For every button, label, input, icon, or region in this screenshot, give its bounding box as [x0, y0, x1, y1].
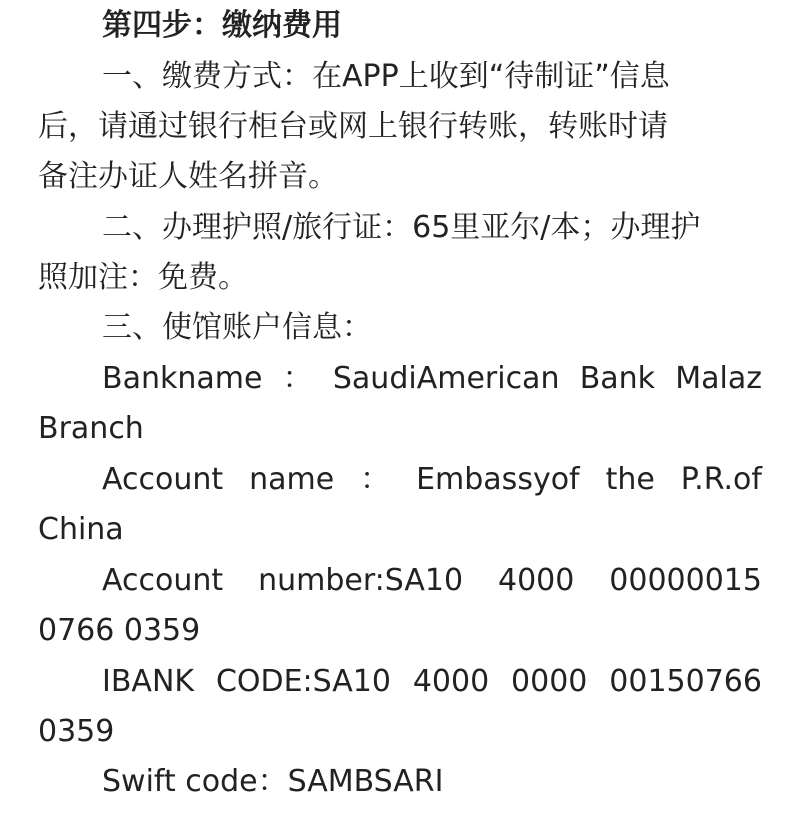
account-name-word: the — [605, 462, 655, 497]
bank-name-continuation: Branch — [38, 411, 144, 446]
bank-name-word: Malaz — [675, 361, 762, 396]
account-number-word: 00000015 — [609, 563, 762, 598]
bank-name-line — [102, 359, 762, 399]
payment-method-line-3: 备注办证人姓名拼音。 — [38, 159, 338, 194]
account-number-continuation: 0766 0359 — [38, 613, 201, 648]
step-title: 第四步：缴纳费用 — [102, 8, 342, 43]
payment-method-line-1: 一、缴费方式：在APP上收到“待制证”信息 — [102, 59, 670, 94]
account-name-word: name — [249, 462, 335, 497]
bank-name-word: Bank — [579, 361, 656, 396]
bank-name-colon: ： — [282, 361, 313, 396]
iban-line — [102, 662, 762, 702]
account-name-word: P.R.of — [680, 462, 762, 497]
iban-word: 4000 — [412, 664, 490, 699]
account-number-word: Account — [102, 563, 224, 598]
bank-name-word: Bankname — [102, 361, 263, 396]
account-name-word: Embassyof — [416, 462, 580, 497]
fee-line-2: 照加注：免费。 — [38, 260, 248, 295]
swift-code-line: Swift code：SAMBSARI — [102, 764, 444, 799]
account-name-continuation: China — [38, 512, 124, 547]
account-name-colon: ： — [360, 462, 391, 497]
iban-word: IBANK — [102, 664, 195, 699]
iban-word: CODE:SA10 — [215, 664, 391, 699]
account-name-line — [102, 460, 762, 500]
iban-word: 0000 — [511, 664, 588, 699]
payment-method-line-2: 后，请通过银行柜台或网上银行转账，转账时请 — [38, 109, 668, 144]
iban-continuation: 0359 — [38, 714, 115, 749]
iban-word: 00150766 — [609, 664, 762, 699]
account-number-word: number:SA10 — [258, 563, 464, 598]
account-name-word: Account — [102, 462, 224, 497]
account-number-line — [102, 561, 762, 601]
fee-line-1: 二、办理护照/旅行证：65里亚尔/本；办理护 — [102, 210, 701, 245]
bank-name-word: SaudiAmerican — [332, 361, 560, 396]
account-info-heading: 三、使馆账户信息： — [102, 310, 372, 345]
account-number-word: 4000 — [497, 563, 575, 598]
